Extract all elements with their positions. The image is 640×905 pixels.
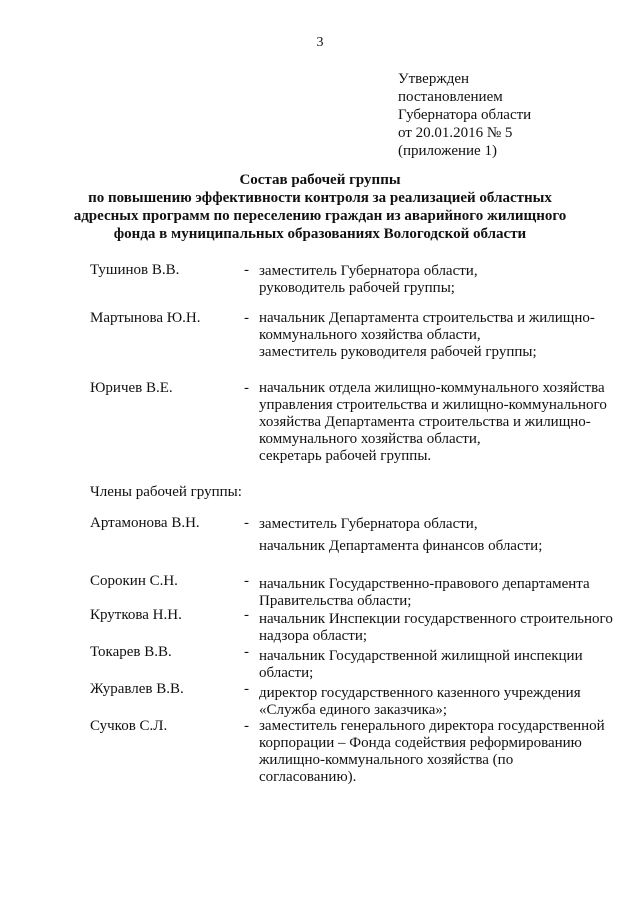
member-dash: - bbox=[244, 262, 249, 278]
title-line: фонда в муниципальных образованиях Вологодской области bbox=[113, 226, 527, 242]
role-line: надзора области; bbox=[259, 628, 368, 644]
member-role bbox=[259, 607, 629, 645]
member-name: Мартынова Ю.Н. bbox=[90, 310, 201, 326]
member-role bbox=[259, 380, 629, 465]
role-line: управления строительства и жилищно-коммунального bbox=[259, 397, 607, 413]
role-line: начальник Государственно-правового департамента bbox=[259, 576, 590, 592]
role-line: «Служба единого заказчика»; bbox=[259, 702, 448, 718]
approval-line: от 20.01.2016 № 5 bbox=[398, 125, 513, 141]
role-line: заместитель Губернатора области, bbox=[259, 263, 478, 279]
page-number: 3 bbox=[316, 35, 324, 50]
member-name: Тушинов В.В. bbox=[90, 262, 180, 278]
role-line: начальник Государственной жилищной инспекции bbox=[259, 648, 583, 664]
title-line: адресных программ по переселению граждан из аварийного жилищного bbox=[73, 208, 567, 224]
member-role bbox=[259, 262, 629, 297]
member-dash: - bbox=[244, 718, 249, 734]
role-line: коммунального хозяйства области, bbox=[259, 431, 481, 447]
member-name: Журавлев В.В. bbox=[90, 681, 184, 697]
member-dash: - bbox=[244, 515, 249, 531]
role-line: Правительства области; bbox=[259, 593, 412, 609]
approval-line: Утвержден bbox=[398, 71, 470, 87]
member-name: Токарев В.В. bbox=[90, 644, 172, 660]
approval-stamp bbox=[398, 70, 628, 160]
role-line: заместитель генерального директора государственной bbox=[259, 718, 605, 734]
approval-line: постановлением bbox=[398, 89, 503, 105]
role-line: корпорации – Фонда содействия реформированию bbox=[259, 735, 582, 751]
member-role bbox=[259, 573, 629, 610]
member-role bbox=[259, 515, 629, 555]
approval-line: (приложение 1) bbox=[398, 143, 497, 159]
role-line: начальник Департамента финансов области; bbox=[259, 538, 543, 554]
member-name: Сучков С.Л. bbox=[90, 718, 168, 734]
role-line: начальник Департамента строительства и жилищно- bbox=[259, 310, 595, 326]
member-name: Юричев В.Е. bbox=[90, 380, 173, 396]
role-line: области; bbox=[259, 665, 314, 681]
role-line: хозяйства Департамента строительства и жилищно- bbox=[259, 414, 591, 430]
member-role bbox=[259, 681, 629, 719]
role-line: согласованию). bbox=[259, 769, 357, 785]
member-dash: - bbox=[244, 644, 249, 660]
members-heading: Члены рабочей группы: bbox=[90, 484, 242, 500]
role-line: директор государственного казенного учреждения bbox=[259, 685, 581, 701]
member-name: Сорокин С.Н. bbox=[90, 573, 178, 589]
member-role bbox=[259, 310, 629, 361]
role-line: заместитель Губернатора области, bbox=[259, 516, 478, 532]
approval-line: Губернатора области bbox=[398, 107, 532, 123]
member-dash: - bbox=[244, 573, 249, 589]
member-role bbox=[259, 718, 629, 786]
role-line: заместитель руководителя рабочей группы; bbox=[259, 344, 537, 360]
role-line: начальник отдела жилищно-коммунального хозяйства bbox=[259, 380, 605, 396]
member-dash: - bbox=[244, 607, 249, 623]
member-dash: - bbox=[244, 380, 249, 396]
member-dash: - bbox=[244, 681, 249, 697]
role-line: руководитель рабочей группы; bbox=[259, 280, 455, 296]
document-title bbox=[0, 171, 640, 243]
role-line: коммунального хозяйства области, bbox=[259, 327, 481, 343]
title-line: Состав рабочей группы bbox=[239, 172, 401, 188]
member-name: Круткова Н.Н. bbox=[90, 607, 182, 623]
role-line: начальник Инспекции государственного строительного bbox=[259, 611, 613, 627]
member-name: Артамонова В.Н. bbox=[90, 515, 200, 531]
title-line: по повышению эффективности контроля за реализацией областных bbox=[88, 190, 552, 206]
member-dash: - bbox=[244, 310, 249, 326]
member-role bbox=[259, 644, 629, 682]
role-line: секретарь рабочей группы. bbox=[259, 448, 432, 464]
role-line: жилищно-коммунального хозяйства (по bbox=[259, 752, 514, 768]
